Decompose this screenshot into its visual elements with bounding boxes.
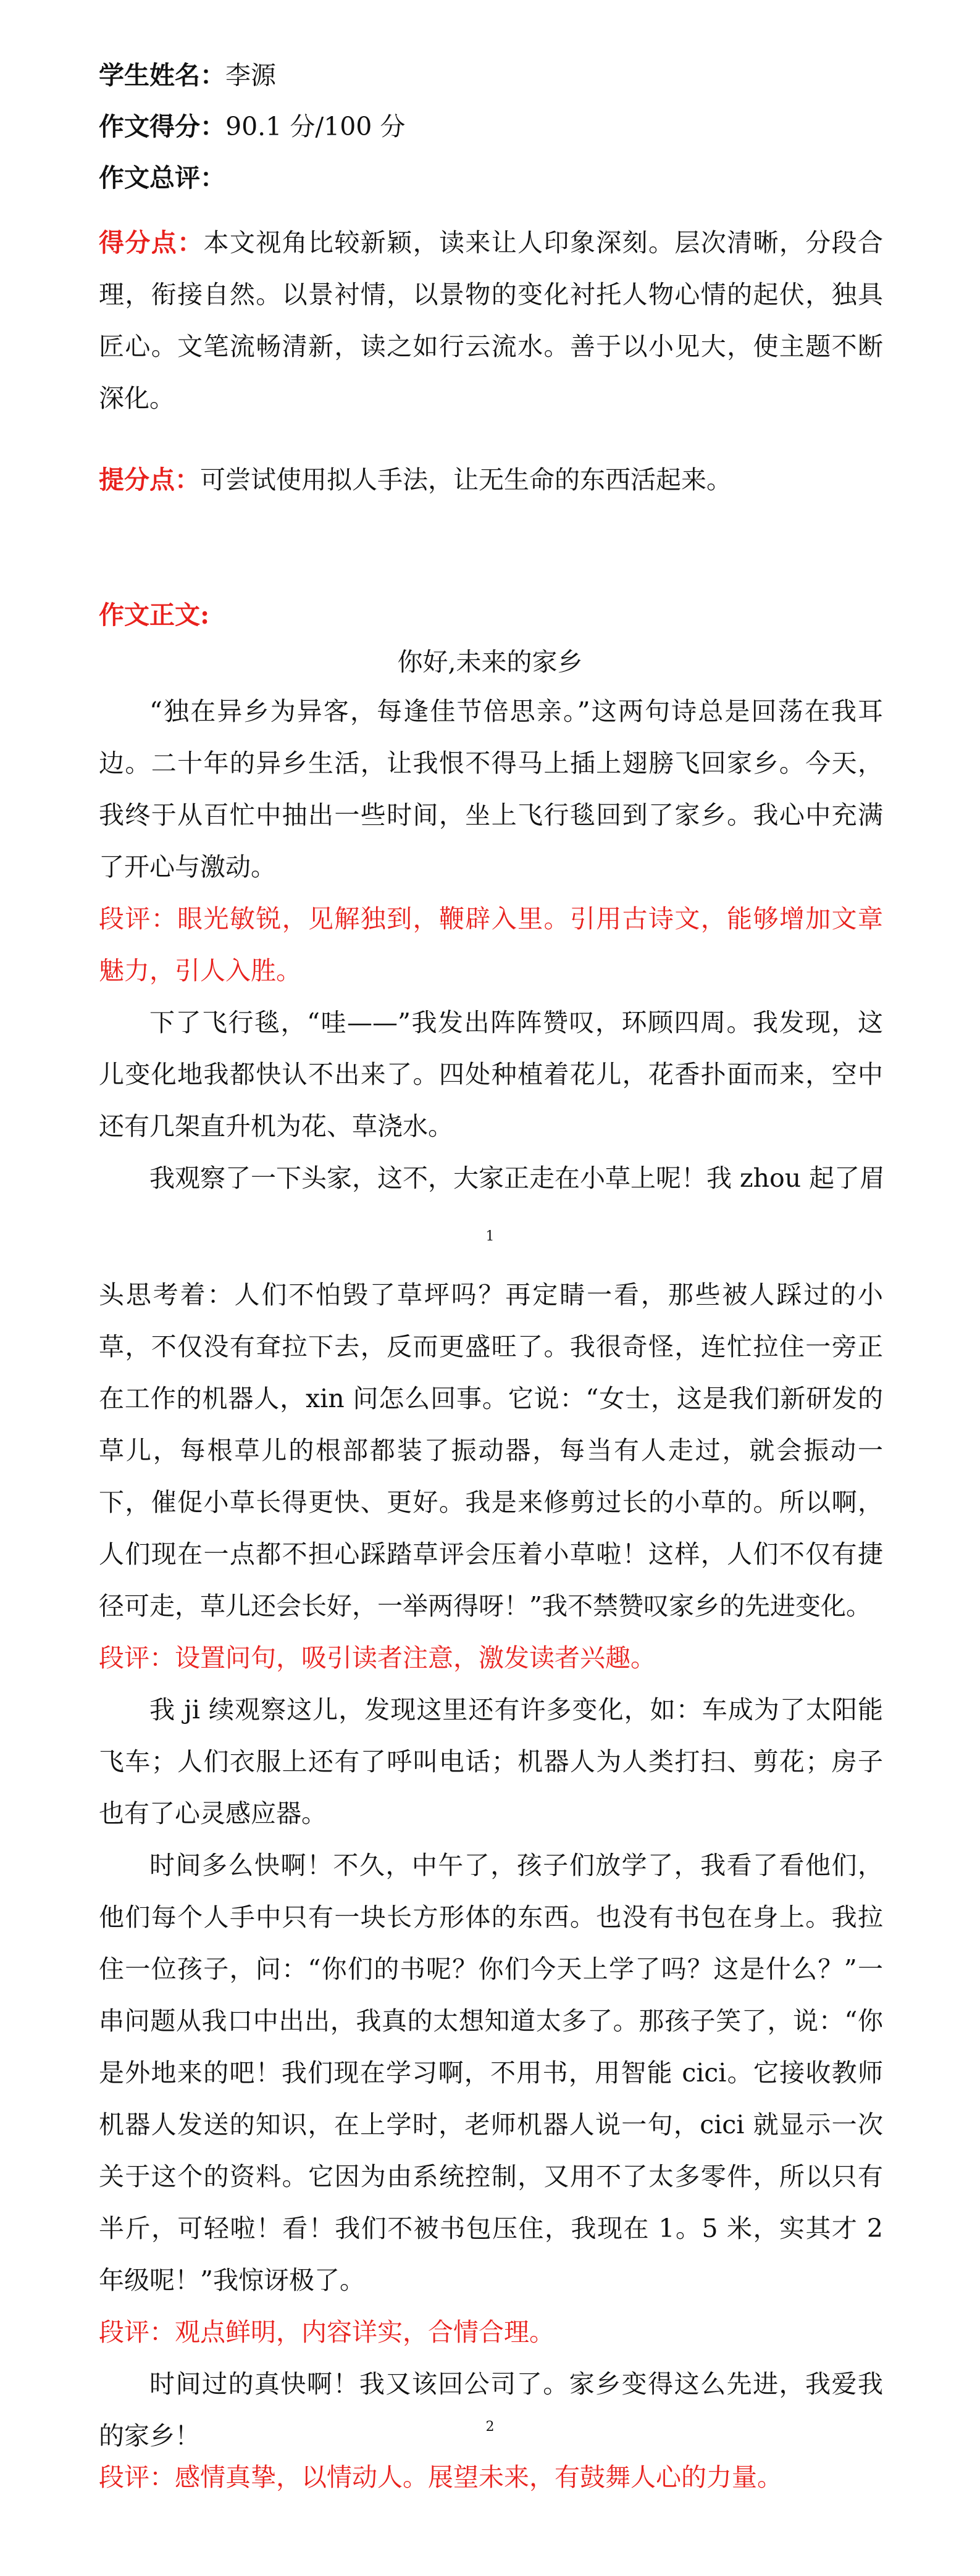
comment-2-label: 段评： [99, 1643, 175, 1673]
comment-1-text: 眼光敏锐，见解独到，鞭辟入里。引用古诗文，能够增加文章魅力，引人入胜。 [99, 904, 883, 985]
plus-text: 本文视角比较新颖，读来让人印象深刻。层次清晰，分段合理，衔接自然。以景衬情，以景物的变化衬托人物心情的起伏，独具匠心。文笔流畅清新，读之如行云流水。善于以小见大，使主题不断深化。 [99, 228, 884, 413]
paragraph-3-start: 我观察了一下头家，这不，大家正走在小草上呢！我 zhou 起了眉 [149, 1163, 886, 1193]
paragraph-3-cont: 头思考着：人们不怕毁了草坪吗？再定睛一看，那些被人踩过的小草，不仅没有耷拉下去，反而更盛旺了。我很奇怪，连忙拉住一旁正在工作的机器人，xin 问怎么回事。它说：“女士，这是我们新研发的草儿，每根草儿的根部都装了振动器，每当有人走过，就会振动一下，催促小草长得更快、更好。我是来修剪过长的小草的。所以啊，人们现在一点都不担心踩踏草评会压着小草啦！这样，人们不仅有捷径可走，草儿还会长好，一举两得呀！”我不禁赞叹家乡的先进变化。 [99, 1280, 883, 1621]
comment-4-text: 感情真挚，以情动人。展望未来，有鼓舞人心的力量。 [175, 2462, 782, 2492]
summary-label: 作文总评： [99, 163, 225, 193]
comment-2 [99, 1632, 883, 1684]
plus-label: 得分点： [99, 228, 204, 257]
comment-3 [99, 2306, 883, 2358]
improve-label: 提分点： [99, 465, 200, 495]
page-number-1: 1 [485, 1229, 495, 1244]
improve-review [99, 454, 883, 506]
essay-body-label: 作文正文: [99, 600, 210, 630]
paragraph-4: 我 ji 续观察这儿，发现这里还有许多变化，如：车成为了太阳能飞车；人们衣服上还有了呼叫电话；机器人为人类打扫、剪花；房子也有了心灵感应器。 [99, 1695, 883, 1828]
summary-row [99, 148, 883, 207]
essay-page-1-body [99, 685, 886, 1204]
comment-3-label: 段评： [99, 2317, 175, 2347]
score-value: 90.1 分/100 分 [225, 112, 406, 141]
comment-1 [99, 893, 883, 997]
paragraph-6: 时间过的真快啊！我又该回公司了。家乡变得这么先进，我爱我的家乡！ [99, 2369, 883, 2451]
score-label: 作文得分： [99, 112, 225, 141]
essay-title: 你好,未来的家乡 [397, 647, 583, 677]
final-comment [99, 2451, 883, 2503]
paragraph-1: “独在异乡为异客，每逢佳节倍思亲。”这两句诗总是回荡在我耳边。二十年的异乡生活，让我恨不得马上插上翅膀飞回家乡。今天，我终于从百忙中抽出一些时间，坐上飞行毯回到了家乡。我心中充满了开心与激动。 [99, 696, 883, 882]
improve-text: 可尝试使用拟人手法，让无生命的东西活起来。 [200, 465, 732, 495]
score-row [99, 97, 883, 156]
plus-review [99, 217, 883, 424]
student-name-label: 学生姓名： [99, 61, 225, 90]
comment-1-label: 段评： [99, 904, 178, 934]
page-number-2: 2 [485, 2419, 495, 2435]
student-name-row [99, 46, 883, 105]
paragraph-5: 时间多么快啊！不久，中午了，孩子们放学了，我看了看他们，他们每个人手中只有一块长方形体的东西。也没有书包在身上。我拉住一位孩子，问：“你们的书呢？你们今天上学了吗？这是什么？”一串问题从我口中出出，我真的太想知道太多了。那孩子笑了，说：“你是外地来的吧！我们现在学习啊，不用书，用智能 cici。它接收教师机器人发送的知识，在上学时，老师机器人说一句，cici 就显示一次关于这个的资料。它因为由系统控制，又用不了太多零件，所以只有半斤，可轻啦！看！我们不被书包压住，我现在 1。5 米，实其才 2 年级呢！”我惊讶极了。 [99, 1850, 883, 2295]
comment-2-text: 设置问句，吸引读者注意，激发读者兴趣。 [175, 1643, 656, 1673]
student-name-value: 李源 [225, 61, 276, 90]
essay-page-2-body [99, 1269, 883, 2462]
comment-3-text: 观点鲜明，内容详实，合情合理。 [175, 2317, 555, 2347]
paragraph-2: 下了飞行毯，“哇——”我发出阵阵赞叹，环顾四周。我发现，这儿变化地我都快认不出来了。四处种植着花儿，花香扑面而来，空中还有几架直升机为花、草浇水。 [99, 1008, 883, 1141]
comment-4-label: 段评： [99, 2462, 175, 2492]
